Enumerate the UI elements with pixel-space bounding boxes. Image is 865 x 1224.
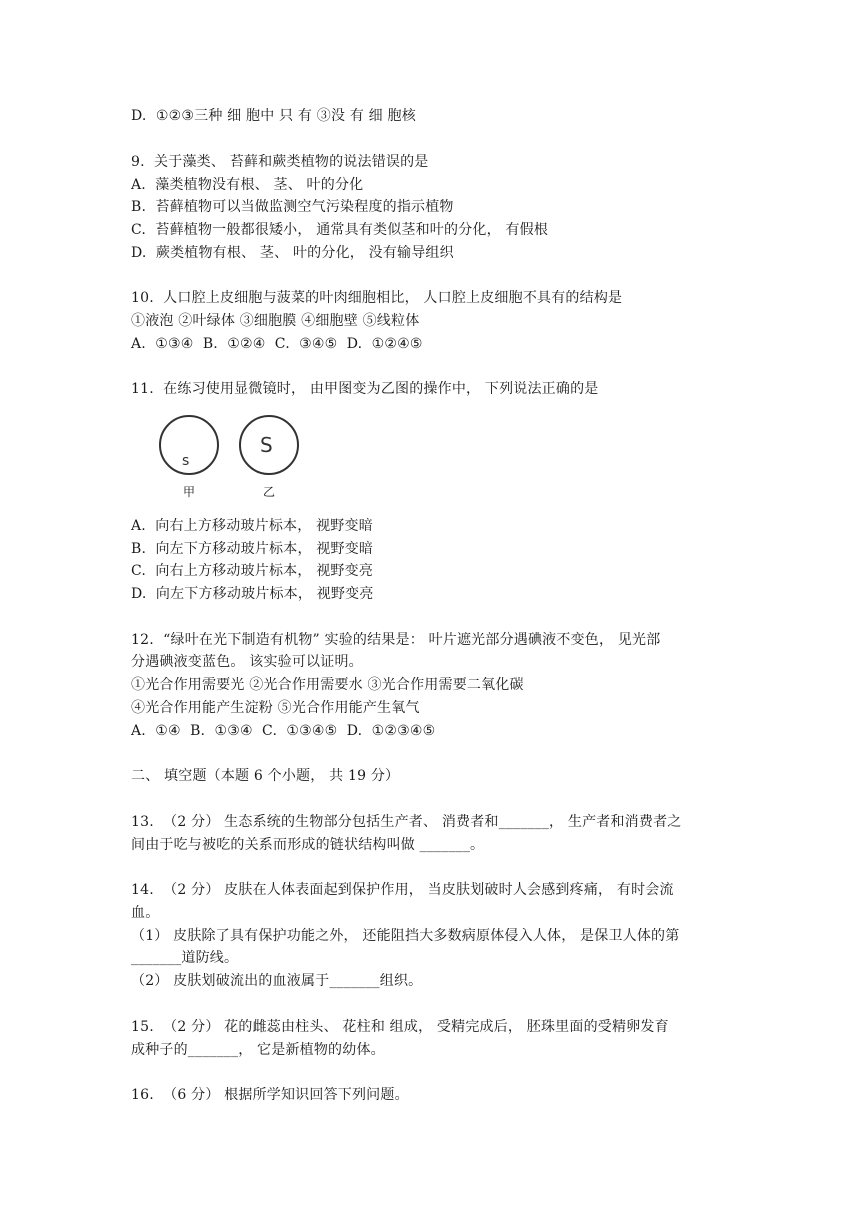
q14-part1-line2: _______道防线。 [131, 950, 239, 966]
q9-option-a: A. 藻类植物没有根、 茎、 叶的分化 [131, 177, 364, 193]
microscope-view-figure [157, 414, 307, 500]
q11-option-c: C. 向右上方移动玻片标本， 视野变亮 [131, 563, 374, 579]
q13-line1: 13. （2 分） 生态系统的生物部分包括生产者、 消费者和_______， 生产者和消费者之 [131, 814, 682, 830]
q14-part1-line1: （1） 皮肤除了具有保护功能之外， 还能阻挡大多数病原体侵入人体， 是保卫人体的第 [131, 928, 680, 944]
q8-option-d: D. ①②③三种 细 胞中 只 有 ③没 有 细 胞核 [131, 108, 416, 124]
section-two-heading: 二、 填空题（本题 6 个小题， 共 19 分） [131, 768, 400, 784]
q10-items: ①液泡 ②叶绿体 ③细胞膜 ④细胞壁 ⑤线粒体 [131, 313, 420, 329]
q14-part2: （2） 皮肤划破流出的血液属于_______组织。 [131, 973, 423, 989]
q12-stem-line2: 分遇碘液变蓝色。 该实验可以证明。 [131, 654, 363, 670]
q9-option-d: D. 蕨类植物有根、 茎、 叶的分化， 没有输导组织 [131, 245, 454, 261]
q9-stem: 9. 关于藻类、 苔藓和蕨类植物的说法错误的是 [131, 154, 429, 170]
q10-options: A. ①③④ B. ①②④ C. ③④⑤ D. ①②④⑤ [131, 336, 423, 352]
q12-stem-line1: 12. “绿叶在光下制造有机物” 实验的结果是： 叶片遮光部分遇碘液不变色， 见光部 [131, 632, 661, 648]
q9-option-c: C. 苔藓植物一般都很矮小， 通常具有类似茎和叶的分化， 有假根 [131, 222, 549, 238]
q10-stem: 10. 人口腔上皮细胞与菠菜的叶肉细胞相比， 人口腔上皮细胞不具有的结构是 [131, 290, 623, 306]
specimen-letter-jia: s [182, 453, 190, 469]
q12-items-line2: ④光合作用能产生淀粉 ⑤光合作用能产生氧气 [131, 700, 420, 716]
q16-stem: 16. （6 分） 根据所学知识回答下列问题。 [131, 1087, 409, 1103]
specimen-letter-yi: S [260, 433, 273, 457]
q13-line2: 间由于吃与被吃的关系而形成的链状结构叫做 _______。 [131, 837, 485, 853]
q12-items-line1: ①光合作用需要光 ②光合作用需要水 ③光合作用需要二氧化碳 [131, 677, 524, 693]
q14-line2: 血。 [131, 905, 160, 921]
q15-line1: 15. （2 分） 花的雌蕊由柱头、 花柱和 组成， 受精完成后， 胚珠里面的受精卵发育 [131, 1019, 669, 1035]
q15-line2: 成种子的_______， 它是新植物的幼体。 [131, 1042, 385, 1058]
q9-option-b: B. 苔藓植物可以当做监测空气污染程度的指示植物 [131, 199, 454, 215]
q11-option-a: A. 向右上方移动玻片标本， 视野变暗 [131, 518, 373, 534]
q14-line1: 14. （2 分） 皮肤在人体表面起到保护作用， 当皮肤划破时人会感到疼痛， 有时会流 [131, 882, 674, 898]
microscope-view-drawing [157, 414, 307, 500]
q11-option-b: B. 向左下方移动玻片标本， 视野变暗 [131, 541, 374, 557]
caption-yi: 乙 [263, 485, 276, 499]
q12-options: A. ①④ B. ①③④ C. ①③④⑤ D. ①②③④⑤ [131, 723, 436, 739]
q11-stem: 11. 在练习使用显微镜时， 由甲图变为乙图的操作中， 下列说法正确的是 [131, 381, 599, 397]
q11-option-d: D. 向左下方移动玻片标本， 视野变亮 [131, 586, 374, 602]
caption-jia: 甲 [183, 485, 196, 499]
